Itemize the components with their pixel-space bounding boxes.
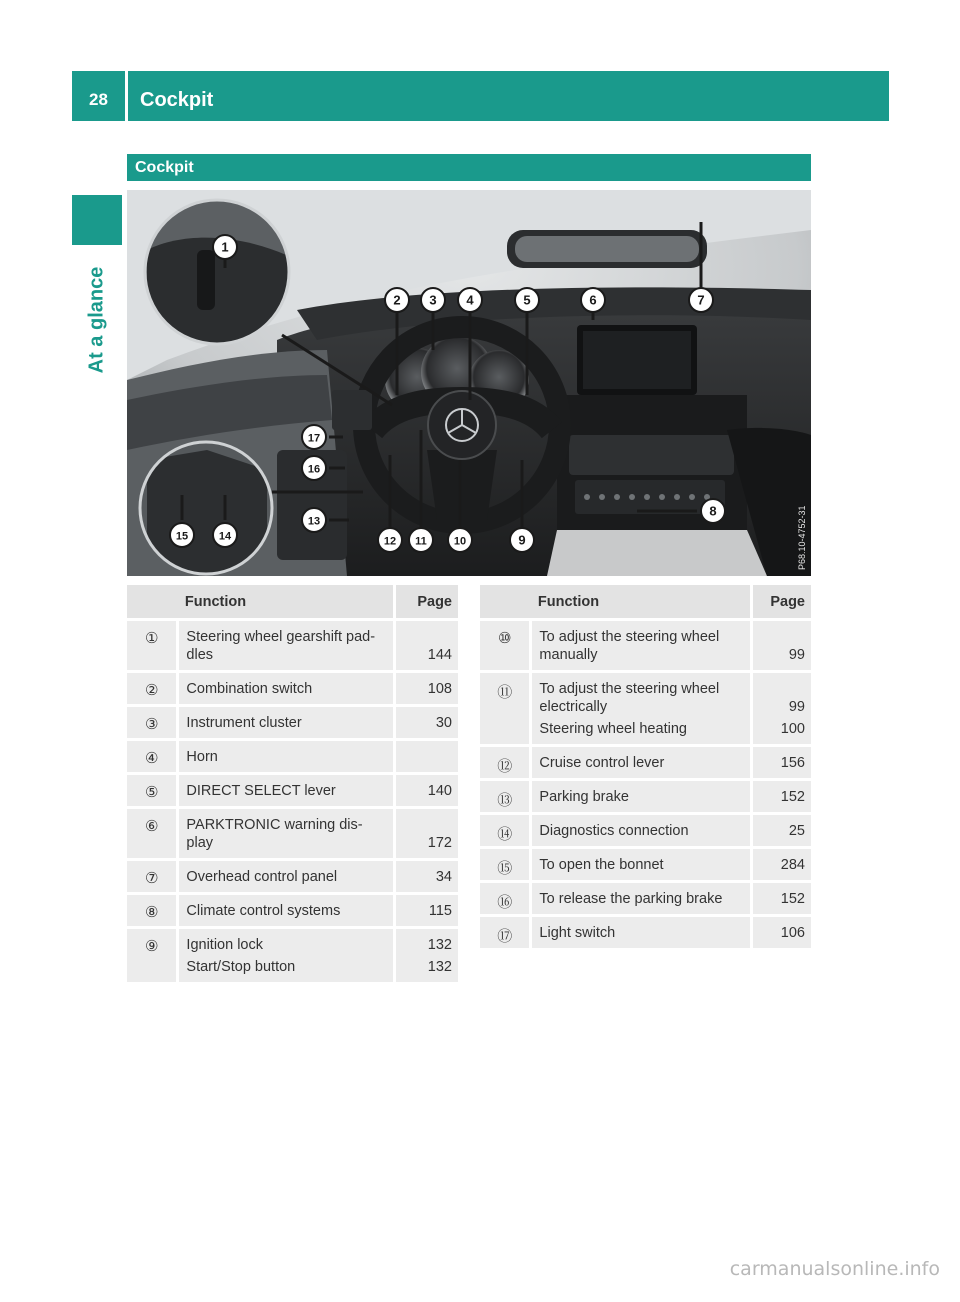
- table-row: [480, 746, 811, 780]
- page-ref: 156: [780, 755, 805, 771]
- function-table-left-body: [127, 585, 458, 984]
- callout-4: [458, 288, 482, 312]
- page-cell: [752, 780, 811, 814]
- function-cell: [531, 882, 752, 916]
- function-text: Parking brake: [539, 789, 629, 805]
- table-row: [127, 894, 458, 928]
- function-text: Start/Stop button: [186, 959, 296, 975]
- page-ref: 106: [780, 925, 805, 941]
- table-header-row: [480, 585, 811, 620]
- callout-label: 9: [518, 532, 526, 548]
- page-cell: [395, 808, 458, 860]
- function-text: Diagnostics connection: [539, 823, 689, 839]
- table-row: [127, 808, 458, 860]
- row-marker: ⑦: [127, 860, 178, 894]
- function-cell: [178, 860, 395, 894]
- page-pad: [400, 816, 452, 834]
- function-cell: [531, 916, 752, 950]
- table-row: [127, 860, 458, 894]
- table-row: [480, 672, 811, 746]
- function-table-right: [480, 585, 811, 951]
- table-row: [480, 780, 811, 814]
- section-title: Cockpit: [135, 159, 194, 176]
- function-cell: [178, 808, 395, 860]
- function-cell: [531, 780, 752, 814]
- page-cell: [395, 706, 458, 740]
- function-cell: [178, 774, 395, 808]
- table-row: [127, 706, 458, 740]
- row-marker: ⑭: [480, 814, 531, 848]
- table-row: [480, 620, 811, 672]
- section-title-bar: [127, 154, 811, 181]
- function-text: To release the parking brake: [539, 891, 723, 907]
- page-ref: 25: [788, 823, 805, 839]
- function-text: To adjust the steering wheel manually: [539, 629, 720, 663]
- row-marker: ②: [127, 672, 178, 706]
- function-cell: [531, 848, 752, 882]
- row-marker: ⑥: [127, 808, 178, 860]
- header-separator: [125, 71, 128, 121]
- row-marker: ⑨: [127, 928, 178, 984]
- callout-label: 14: [218, 530, 232, 543]
- photo-code: P68.10-4752-31: [797, 505, 807, 570]
- table-row: [480, 814, 811, 848]
- row-marker: ⑧: [127, 894, 178, 928]
- page-pad: [400, 628, 452, 646]
- page-ref: 100: [780, 721, 805, 737]
- watermark: carmanualsonline.info: [729, 1258, 940, 1280]
- page-header: Page: [395, 585, 458, 620]
- row-marker: ⑬: [480, 780, 531, 814]
- page-pad: [757, 680, 805, 698]
- function-table-right-body: [480, 585, 811, 950]
- row-marker: ⑤: [127, 774, 178, 808]
- page-ref: 99: [788, 647, 805, 663]
- callout-13: [302, 508, 326, 532]
- callout-3: [421, 288, 445, 312]
- table-row: [127, 672, 458, 706]
- function-cell: [178, 894, 395, 928]
- function-text: Cruise control lever: [539, 755, 665, 771]
- function-text: Ignition lock: [186, 937, 263, 953]
- page-cell: [752, 916, 811, 950]
- page-ref: 108: [427, 681, 452, 697]
- table-row: [480, 882, 811, 916]
- page-cell: [752, 848, 811, 882]
- page-cell: [395, 774, 458, 808]
- table-row: [127, 740, 458, 774]
- row-marker: ③: [127, 706, 178, 740]
- callout-9: [510, 528, 534, 552]
- row-marker: ④: [127, 740, 178, 774]
- callout-label: 10: [453, 535, 467, 548]
- page-ref: 99: [788, 699, 805, 715]
- function-header: Function: [178, 585, 395, 620]
- page-pad: [757, 628, 805, 646]
- marker-header: [127, 585, 178, 620]
- function-text: DIRECT SELECT lever: [186, 783, 336, 799]
- row-marker: ⑩: [480, 620, 531, 672]
- page-cell: [395, 894, 458, 928]
- callout-17: [302, 425, 326, 449]
- callout-7: [689, 288, 713, 312]
- page-ref: 34: [435, 869, 452, 885]
- side-tab: [72, 250, 122, 390]
- function-cell: [531, 672, 752, 746]
- page-header: Page: [752, 585, 811, 620]
- page-cell: [395, 620, 458, 672]
- callout-label: 15: [175, 530, 189, 543]
- callout-label: 11: [415, 535, 427, 548]
- row-marker: ⑮: [480, 848, 531, 882]
- page-cell: [395, 672, 458, 706]
- page-cell: [752, 814, 811, 848]
- table-row: [480, 848, 811, 882]
- page-ref: 284: [780, 857, 805, 873]
- row-marker: ⑪: [480, 672, 531, 746]
- callout-16: [302, 456, 326, 480]
- page-cell: [395, 928, 458, 984]
- callout-11: [409, 528, 433, 552]
- header-title: Cockpit: [140, 89, 214, 111]
- page-ref: 30: [435, 715, 452, 731]
- side-tab-marker: [72, 195, 122, 245]
- function-cell: [178, 928, 395, 984]
- page-ref: 132: [427, 959, 452, 975]
- row-marker: ⑯: [480, 882, 531, 916]
- table-row: [127, 928, 458, 984]
- function-text: Instrument cluster: [186, 715, 302, 731]
- callout-label: 4: [466, 292, 474, 308]
- page-ref: 172: [427, 835, 452, 851]
- function-text: To open the bonnet: [539, 857, 664, 873]
- callout-label: 13: [307, 515, 321, 528]
- callout-label: 2: [393, 292, 401, 308]
- callout-label: 17: [307, 432, 321, 445]
- page-ref: 152: [780, 789, 805, 805]
- callout-label: 1: [221, 239, 229, 255]
- row-marker: ①: [127, 620, 178, 672]
- function-text: Light switch: [539, 925, 616, 941]
- side-tab-label: At a glance: [85, 266, 108, 374]
- callout-12: [378, 528, 402, 552]
- page-ref: 132: [427, 937, 452, 953]
- function-text: To adjust the steering wheel electrically: [539, 681, 720, 715]
- callout-5: [515, 288, 539, 312]
- function-cell: [178, 620, 395, 672]
- function-text: Combination switch: [186, 681, 313, 697]
- function-cell: [531, 620, 752, 672]
- function-header: Function: [531, 585, 752, 620]
- page-number: 28: [89, 90, 108, 109]
- callout-14: [213, 523, 237, 547]
- callout-label: 3: [429, 292, 437, 308]
- function-text: Horn: [186, 749, 218, 765]
- table-row: [480, 916, 811, 950]
- callout-10: [448, 528, 472, 552]
- callout-1: [213, 235, 237, 259]
- page-cell: [752, 620, 811, 672]
- function-cell: [531, 814, 752, 848]
- callout-2: [385, 288, 409, 312]
- row-marker: ⑫: [480, 746, 531, 780]
- callout-label: 5: [523, 292, 531, 308]
- page-ref: 152: [780, 891, 805, 907]
- function-table-left: [127, 585, 458, 985]
- callout-8: [701, 499, 725, 523]
- callout-label: 16: [307, 463, 321, 476]
- function-text: Overhead control panel: [186, 869, 338, 885]
- page-cell: [752, 672, 811, 746]
- callout-15: [170, 523, 194, 547]
- page-cell: [752, 882, 811, 916]
- function-cell: [178, 740, 395, 774]
- callout-label: 12: [383, 535, 397, 548]
- function-cell: [178, 672, 395, 706]
- page-ref: 144: [427, 647, 452, 663]
- function-text: Steering wheel heating: [539, 721, 687, 737]
- callout-label: 8: [709, 503, 717, 519]
- function-text: Climate control systems: [186, 903, 341, 919]
- cockpit-photo: [127, 190, 811, 576]
- page-ref: 115: [428, 903, 452, 919]
- page-cell: [395, 740, 458, 774]
- page-ref: 140: [427, 783, 452, 799]
- function-cell: [178, 706, 395, 740]
- table-row: [127, 620, 458, 672]
- row-marker: ⑰: [480, 916, 531, 950]
- callout-label: 6: [589, 292, 597, 308]
- marker-header: [480, 585, 531, 620]
- callout-6: [581, 288, 605, 312]
- page-cell: [395, 860, 458, 894]
- function-cell: [531, 746, 752, 780]
- page-cell: [752, 746, 811, 780]
- callout-label: 7: [697, 292, 705, 308]
- table-header-row: [127, 585, 458, 620]
- function-text: Steering wheel gearshift pad- dles: [186, 629, 376, 663]
- function-text: PARKTRONIC warning dis- play: [186, 817, 363, 851]
- table-row: [127, 774, 458, 808]
